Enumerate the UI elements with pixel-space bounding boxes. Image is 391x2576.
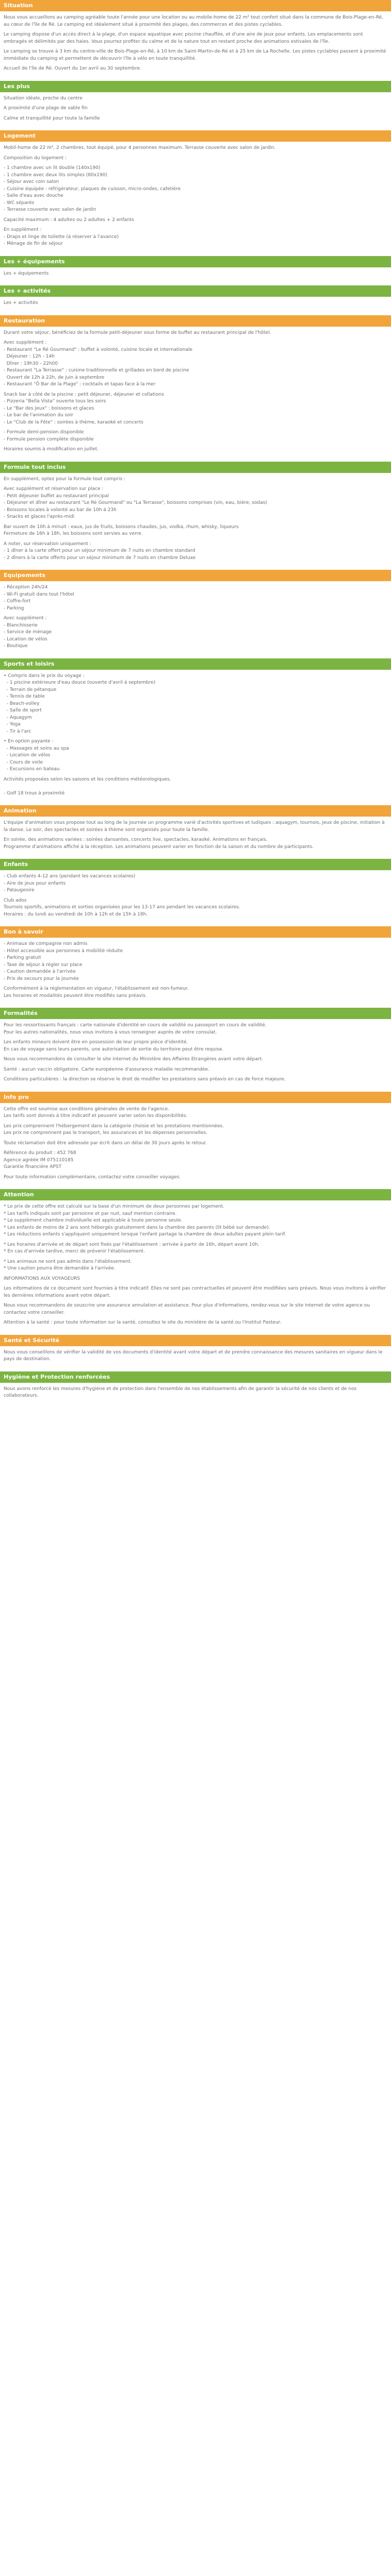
section-paragraph: Le camping dispose d'un accès direct à la plage, d'un espace aquatique avec piscine chauffée, et d'une aire de jeux pour enfants. Les emplacements sont ombragés et délimités par des haies. Vous pourrez profiter du calme et de la nature tout en restant proche des animations estivales de l'île. — [4, 32, 365, 44]
section-formule — [0, 462, 391, 570]
section-title: Logement — [0, 130, 391, 142]
section-body — [0, 267, 391, 286]
section-infopro — [0, 1092, 391, 1190]
section-paragraph: En supplément, optez pour la formule tout compris : — [4, 476, 126, 482]
section-title: Formalités — [0, 1008, 391, 1019]
section-paragraph: • En option payante : - Massages et soins au spa - Location de vélos - Cours de voile - Excursions en bateau — [4, 739, 69, 772]
section-paragraph: Bar ouvert de 10h à minuit : eaux, jus de fruits, boissons chaudes, jus, vodka, rhum, whisky, liqueurs Fermeture de 16h à 18h, les boissons sont servies au verre. — [4, 524, 239, 536]
section-body — [0, 473, 391, 570]
section-equipements2 — [0, 570, 391, 658]
section-paragraph: - 1 chambre avec un lit double (140x190) - 1 chambre avec deux lits simples (80x190) - Séjour avec coin salon - Cuisine équipée : réfrigérateur, plaques de cuisson, micro-ondes, cafetière - Salle d'eau avec douche - WC séparés - Terrasse couverte avec salon de jardin — [4, 165, 181, 212]
section-animation — [0, 805, 391, 859]
section-situation — [0, 0, 391, 81]
section-paragraph: L'équipe d'animation vous propose tout au long de la journée un programme varié d'activités sportives et ludiques : aquagym, tournois, jeux de piscine, initiation à la danse. Le soir, des spectacles et soirées à thème sont organisés pour toute la famille. — [4, 820, 386, 833]
section-paragraph: • Compris dans le prix du voyage : - 1 piscine extérieure d'eau douce (ouverte d'avril à septembre) - Terrain de pétanque - Tennis de table - Beach-volley - Salle de sport - Aquagym - Yoga - Tir à l'arc — [4, 673, 156, 734]
section-title: Bon à savoir — [0, 926, 391, 938]
section-paragraph: Horaires soumis à modification en juillet. — [4, 447, 99, 452]
section-title: Hygiène et Protection renforcées — [0, 1371, 391, 1383]
section-paragraph: Accueil de l'île de Ré. Ouvert du 1er avril au 30 septembre. — [4, 66, 141, 71]
section-title: Santé et Sécurité — [0, 1335, 391, 1346]
section-restauration — [0, 315, 391, 462]
section-paragraph: - Réception 24h/24 - Wi-Fi gratuit dans tout l'hôtel - Coffre-fort - Parking — [4, 585, 74, 611]
section-body — [0, 11, 391, 81]
section-securite — [0, 1335, 391, 1371]
section-paragraph: Les prix comprennent l'hébergement dans la catégorie choisie et les prestations mentionnées. Les prix ne comprennent pas le transport, les assurances et les dépenses personnelles. — [4, 1123, 224, 1136]
section-paragraph: En supplément : - Draps et linge de toilette (à réserver à l'avance) - Ménage de fin de séjour — [4, 227, 119, 246]
section-formalites — [0, 1008, 391, 1092]
section-body — [0, 938, 391, 1008]
section-title: Animation — [0, 805, 391, 817]
section-body — [0, 870, 391, 926]
section-paragraph: Activités proposées selon les saisons et les conditions météorologiques. - Golf 18 trous à proximité — [4, 776, 171, 796]
section-body — [0, 670, 391, 806]
section-title: Les + équipements — [0, 256, 391, 267]
section-paragraph: Les + activités — [4, 300, 38, 306]
section-body — [0, 1019, 391, 1092]
section-paragraph: Pour les ressortissants français : carte nationale d'identité en cours de validité ou passeport en cours de validité. Pour les autres nationalités, nous vous invitons à vous renseigner auprès de votre consulat. — [4, 1023, 267, 1035]
section-hygiene — [0, 1371, 391, 1408]
section-body — [0, 1383, 391, 1408]
section-body — [0, 817, 391, 859]
section-attention — [0, 1189, 391, 1335]
section-title: Enfants — [0, 859, 391, 870]
section-paragraph: Les enfants mineurs doivent être en possession de leur propre pièce d'identité. En cas de voyage sans leurs parents, une autorisation de sortie du territoire peut être requise. — [4, 1040, 224, 1052]
section-paragraph: Référence du produit : 452 768 Agence agréée IM 075110185 Garantie financière APST — [4, 1150, 76, 1170]
section-paragraph: Toute réclamation doit être adressée par écrit dans un délai de 30 jours après le retour. — [4, 1140, 207, 1146]
section-paragraph: Nous avons renforcé les mesures d'hygiène et de protection dans l'ensemble de nos établissements afin de garantir la sécurité de nos clients et de nos collaborateurs. — [4, 1386, 359, 1398]
section-paragraph: Snack bar à côté de la piscine : petit déjeuner, déjeuner et collations - Pizzeria "Bella Vista" ouverte tous les soirs - Le "Bar des Jeux" : boissons et glaces - Le bar de l'animation du soir - Le "Club de la Fête" : soirées à thème, karaoké et concerts — [4, 392, 164, 425]
section-body — [0, 1103, 391, 1190]
section-body — [0, 297, 391, 315]
section-paragraph: Les + équipements — [4, 270, 49, 276]
section-title: Attention — [0, 1189, 391, 1200]
section-paragraph: Capacité maximum : 4 adultes ou 2 adultes + 2 enfants — [4, 217, 134, 223]
section-title: Situation — [0, 0, 391, 11]
section-equipements — [0, 256, 391, 286]
section-paragraph: Conformément à la réglementation en vigueur, l'établissement est non-fumeur. Les horaires et modalités peuvent être modifiés sans préavis. — [4, 986, 189, 998]
section-title: Equipements — [0, 570, 391, 581]
section-paragraph: Nous vous accueillons au camping agréable toute l'année pour une location ou au mobile-home de 22 m² tout confort situé dans la commune de Bois-Plage-en-Ré, au cœur de l'île de Ré. Le camping est idéalement situé à proximité des plages, des commerces et des pistes cyclables. — [4, 15, 385, 27]
section-paragraph: Santé : aucun vaccin obligatoire. Carte européenne d'assurance maladie recommandée. — [4, 1066, 209, 1072]
section-activites — [0, 285, 391, 315]
section-paragraph: - Formule demi-pension disponible - Formule pension complète disponible — [4, 430, 94, 442]
section-logement — [0, 130, 391, 256]
section-paragraph: Pour toute information complémentaire, contactez votre conseiller voyages. — [4, 1174, 181, 1180]
section-title: Formule tout inclus — [0, 462, 391, 473]
section-paragraph: Club ados Tournois sportifs, animations et sorties organisées pour les 13-17 ans pendant les vacances scolaires. Horaires : du lundi au vendredi de 10h à 12h et de 15h à 18h. — [4, 897, 240, 917]
section-paragraph: A proximité d'une plage de sable fin — [4, 106, 88, 111]
section-body — [0, 92, 391, 131]
section-paragraph: Composition du logement : — [4, 155, 67, 161]
section-paragraph: Calme et tranquillité pour toute la famille — [4, 115, 100, 121]
section-plus — [0, 81, 391, 131]
section-title: Info pro — [0, 1092, 391, 1103]
section-paragraph: Durant votre séjour, bénéficiez de la formule petit-déjeuner sous forme de buffet au restaurant principal de l'hôtel. — [4, 330, 271, 335]
section-enfants — [0, 859, 391, 926]
section-body — [0, 327, 391, 462]
section-paragraph: * Les animaux ne sont pas admis dans l'établissement. * Une caution pourra être demandée à l'arrivée. — [4, 1259, 132, 1271]
section-paragraph: Les informations de ce document sont fournies à titre indicatif. Elles ne sont pas contractuelles et peuvent être modifiées sans préavis. Nous vous invitons à vérifier les dernières informations avant votre départ. — [4, 1286, 387, 1298]
section-paragraph: - Club enfants 4-12 ans (pendant les vacances scolaires) - Aire de jeux pour enfants - Pataugeoire — [4, 874, 136, 893]
section-title: Sports et loisirs — [0, 658, 391, 670]
section-paragraph: Mobil-home de 22 m², 2 chambres, tout équipé, pour 4 personnes maximum. Terrasse couverte avec salon de jardin. — [4, 145, 276, 150]
section-paragraph: INFORMATIONS AUX VOYAGEURS — [4, 1276, 80, 1281]
section-body — [0, 581, 391, 658]
section-paragraph: Situation idéale, proche du centre — [4, 95, 83, 101]
section-paragraph: Le camping se trouve à 3 km du centre-ville de Bois-Plage-en-Ré, à 10 km de Saint-Martin-de-Ré et à 25 km de La Rochelle. Les pistes cyclables passent à proximité immédiate du camping et permettent de découvrir l'île à vélo en toute tranquillité. — [4, 49, 388, 61]
section-sports — [0, 658, 391, 806]
section-paragraph: * Le prix de cette offre est calculé sur la base d'un minimum de deux personnes par logement. * Les tarifs indiqués sont par personne et par nuit, sauf mention contraire. * Le supplément chambre individuelle est applicable à toute personne seule. * Les enfants de moins de 2 ans sont hébergés gratuitement dans la chambre des parents (lit bébé sur demande). * Les réductions enfants s'appliquent uniquement lorsque l'enfant partage la chambre de deux adultes payant plein tarif. — [4, 1204, 286, 1237]
section-paragraph: Avec supplément et réservation sur place : - Petit déjeuner buffet au restaurant principal - Déjeuner et dîner au restaurant "Le Ré Gourmand" ou "La Terrasse", boissons comprises (vin, eau, bière, sodas) - Boissons locales à volonté au bar de 10h à 23h - Snacks et glaces l'après-midi — [4, 486, 267, 519]
section-paragraph: Nous vous conseillons de vérifier la validité de vos documents d'identité avant votre départ et de prendre connaissance des mesures sanitaires en vigueur dans le pays de destination. — [4, 1349, 384, 1362]
section-paragraph: En soirée, des animations variées : soirées dansantes, concerts live, spectacles, karaoké. Animations en français. Programme d'animations affiché à la réception. Les animations peuvent varier en fonction de la saison et du nombre de participants. — [4, 837, 314, 850]
section-paragraph: Cette offre est soumise aux conditions générales de vente de l'agence. Les tarifs sont donnés à titre indicatif et peuvent varier selon les disponibilités. — [4, 1106, 188, 1118]
section-body — [0, 142, 391, 256]
section-title: Les + activités — [0, 285, 391, 297]
section-paragraph: Avec supplément : - Blanchisserie - Service de ménage - Location de vélos - Boutique — [4, 616, 52, 649]
section-paragraph: A noter, sur réservation uniquement : - 1 dîner à la carte offert pour un séjour minimum de 7 nuits en chambre standard - 2 dîners à la carte offerts pour un séjour minimum de 7 nuits en chambre Deluxe — [4, 541, 196, 561]
section-title: Les plus — [0, 81, 391, 92]
section-paragraph: * Les horaires d'arrivée et de départ sont fixés par l'établissement : arrivée à partir de 16h, départ avant 10h. * En cas d'arrivée tardive, merci de prévenir l'établissement. — [4, 1242, 259, 1254]
section-paragraph: Attention à la santé : pour toute information sur la santé, consultez le site du ministère de la santé ou l'Institut Pasteur. — [4, 1320, 282, 1325]
section-paragraph: Conditions particulières : la direction se réserve le droit de modifier les prestations sans préavis en cas de force majeure. — [4, 1077, 286, 1082]
section-paragraph: Nous vous recommandons de souscrire une assurance annulation et assistance. Pour plus d'informations, rendez-vous sur le site internet de votre agence ou contactez votre conseiller. — [4, 1303, 371, 1315]
section-paragraph: - Animaux de compagnie non admis - Hôtel accessible aux personnes à mobilité réduite - Parking gratuit - Taxe de séjour à régler sur place - Caution demandée à l'arrivée - Prix de secours pour la journée — [4, 941, 123, 981]
section-title: Restauration — [0, 315, 391, 327]
section-paragraph: Avec supplément : - Restaurant "Le Ré Gourmand" : buffet à volonté, cuisine locale et internationale Déjeuner : 12h - 14h Dîner : 19h30 - 22h00 - Restaurant "La Terrasse" : cuisine traditionnelle et grillades en bord de piscine Ouvert de 12h à 22h, de juin à septembre - Restaurant "Ô Bar de la Plage" : cocktails et tapas face à la mer — [4, 340, 193, 387]
section-bonasavoir — [0, 926, 391, 1008]
section-body — [0, 1346, 391, 1371]
section-paragraph: Nous vous recommandons de consulter le site internet du Ministère des Affaires Etrangères avant votre départ. — [4, 1057, 263, 1062]
section-body — [0, 1200, 391, 1335]
